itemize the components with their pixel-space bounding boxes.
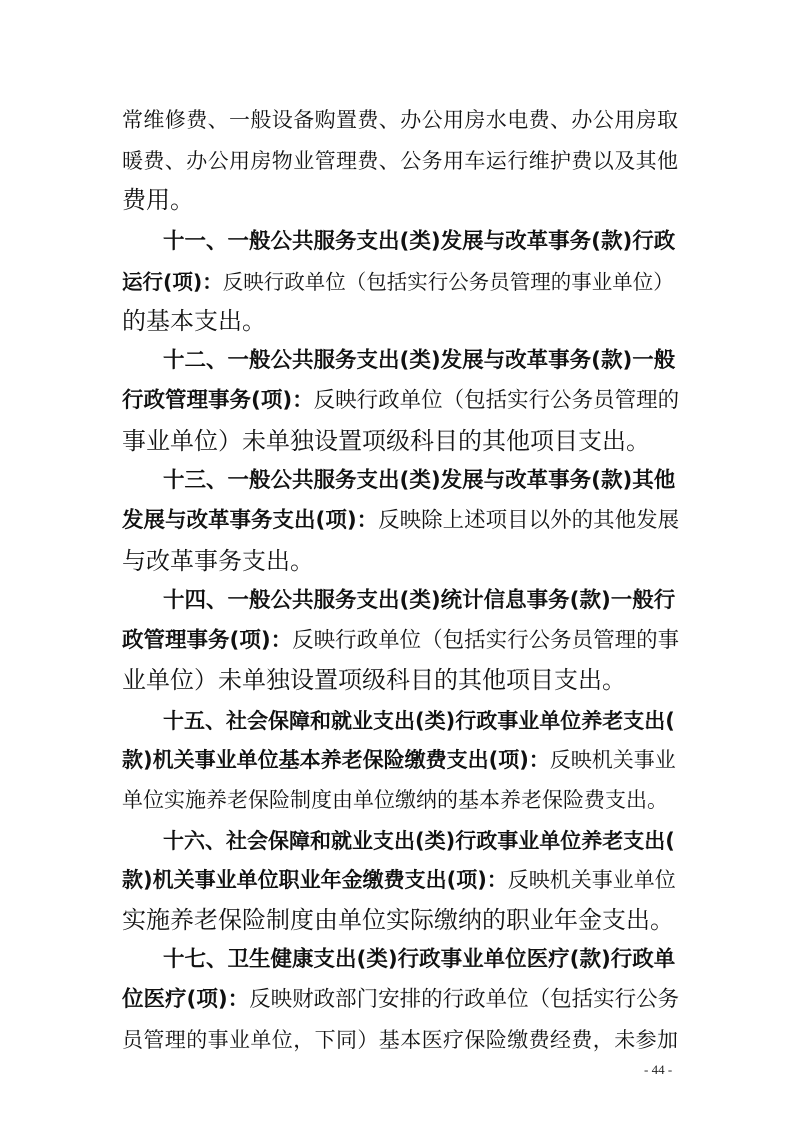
text-line (122, 267, 678, 297)
text-run: 反映行政单位（包括实行公务员管理的事 (292, 628, 680, 653)
text-run: 反映行政单位（包括实行公务员管理的 (313, 388, 680, 413)
text-line (122, 865, 678, 895)
item-label: 政管理事务(项)： (122, 628, 293, 653)
text-line (122, 306, 678, 336)
text-run: 反映除上述项目以外的其他发展 (378, 508, 680, 533)
paragraph-heading (163, 346, 678, 376)
paragraph-heading (163, 945, 678, 975)
text-run: 常维修费、一般设备购置费、办公用房水电费、办公用房取 (122, 108, 678, 132)
text-run: 十四、一般公共服务支出(类)统计信息事务(款)一般行 (163, 588, 676, 613)
paragraph-heading (163, 466, 678, 496)
text-run: 十六、社会保障和就业支出(类)行政事业单位养老支出( (163, 829, 675, 853)
text-run: 员管理的事业单位，下同）基本医疗保险缴费经费，未参加 (122, 1028, 678, 1052)
text-line (122, 905, 678, 935)
item-label: 位医疗(项)： (122, 987, 250, 1012)
text-run: 反映财政部门安排的行政单位（包括实行公务 (249, 987, 680, 1012)
item-label: 款)机关事业单位基本养老保险缴费支出(项)： (122, 748, 550, 772)
text-run: 单位实施养老保险制度由单位缴纳的基本养老保险费支出。 (122, 788, 668, 812)
text-run: 十七、卫生健康支出(类)行政事业单位医疗(款)行政单 (163, 947, 676, 972)
text-run: 暖费、办公用房物业管理费、公务用车运行维护费以及其他 (122, 149, 678, 173)
text-line (122, 985, 678, 1015)
item-label: 款)机关事业单位职业年金缴费支出(项)： (122, 868, 508, 892)
text-run: 实施养老保险制度由单位实际缴纳的职业年金支出。 (122, 906, 674, 934)
text-line (122, 185, 678, 215)
text-run: 十五、社会保障和就业支出(类)行政事业单位养老支出( (163, 709, 675, 733)
text-line (122, 1025, 678, 1055)
item-label: 行政管理事务(项)： (122, 388, 314, 413)
text-run: 费用。 (122, 186, 194, 214)
text-run: 十一、一般公共服务支出(类)发展与改革事务(款)行政 (163, 229, 676, 254)
text-line (122, 626, 678, 656)
text-line (122, 785, 678, 815)
text-run: 与改革事务支出。 (122, 547, 314, 575)
text-line (122, 386, 678, 416)
text-line (122, 546, 678, 576)
paragraph-heading (163, 826, 678, 856)
text-line (122, 506, 678, 536)
text-run: 反映机关事业单位 (507, 868, 676, 892)
paragraph-heading (163, 586, 678, 616)
text-run: 反映机关事业 (549, 748, 676, 772)
text-line (122, 426, 678, 456)
text-line (122, 745, 678, 775)
text-run: 十二、一般公共服务支出(类)发展与改革事务(款)一般 (163, 348, 676, 373)
text-run: 事业单位）未单独设置项级科目的其他项目支出。 (122, 427, 650, 455)
text-run: 业单位）未单独设置项级科目的其他项目支出。 (122, 666, 626, 694)
paragraph-heading (163, 227, 678, 257)
text-line (122, 105, 678, 135)
page-number: - 44 - (644, 1062, 673, 1077)
item-label: 运行(项)： (122, 270, 223, 294)
text-run: 十三、一般公共服务支出(类)发展与改革事务(款)其他 (163, 468, 676, 493)
item-label: 发展与改革事务支出(项)： (122, 508, 379, 533)
paragraph-heading (163, 706, 678, 736)
text-run: 的基本支出。 (122, 307, 266, 335)
text-line (122, 665, 678, 695)
text-line (122, 146, 678, 176)
text-run: 反映行政单位（包括实行公务员管理的事业单位） (222, 270, 674, 294)
